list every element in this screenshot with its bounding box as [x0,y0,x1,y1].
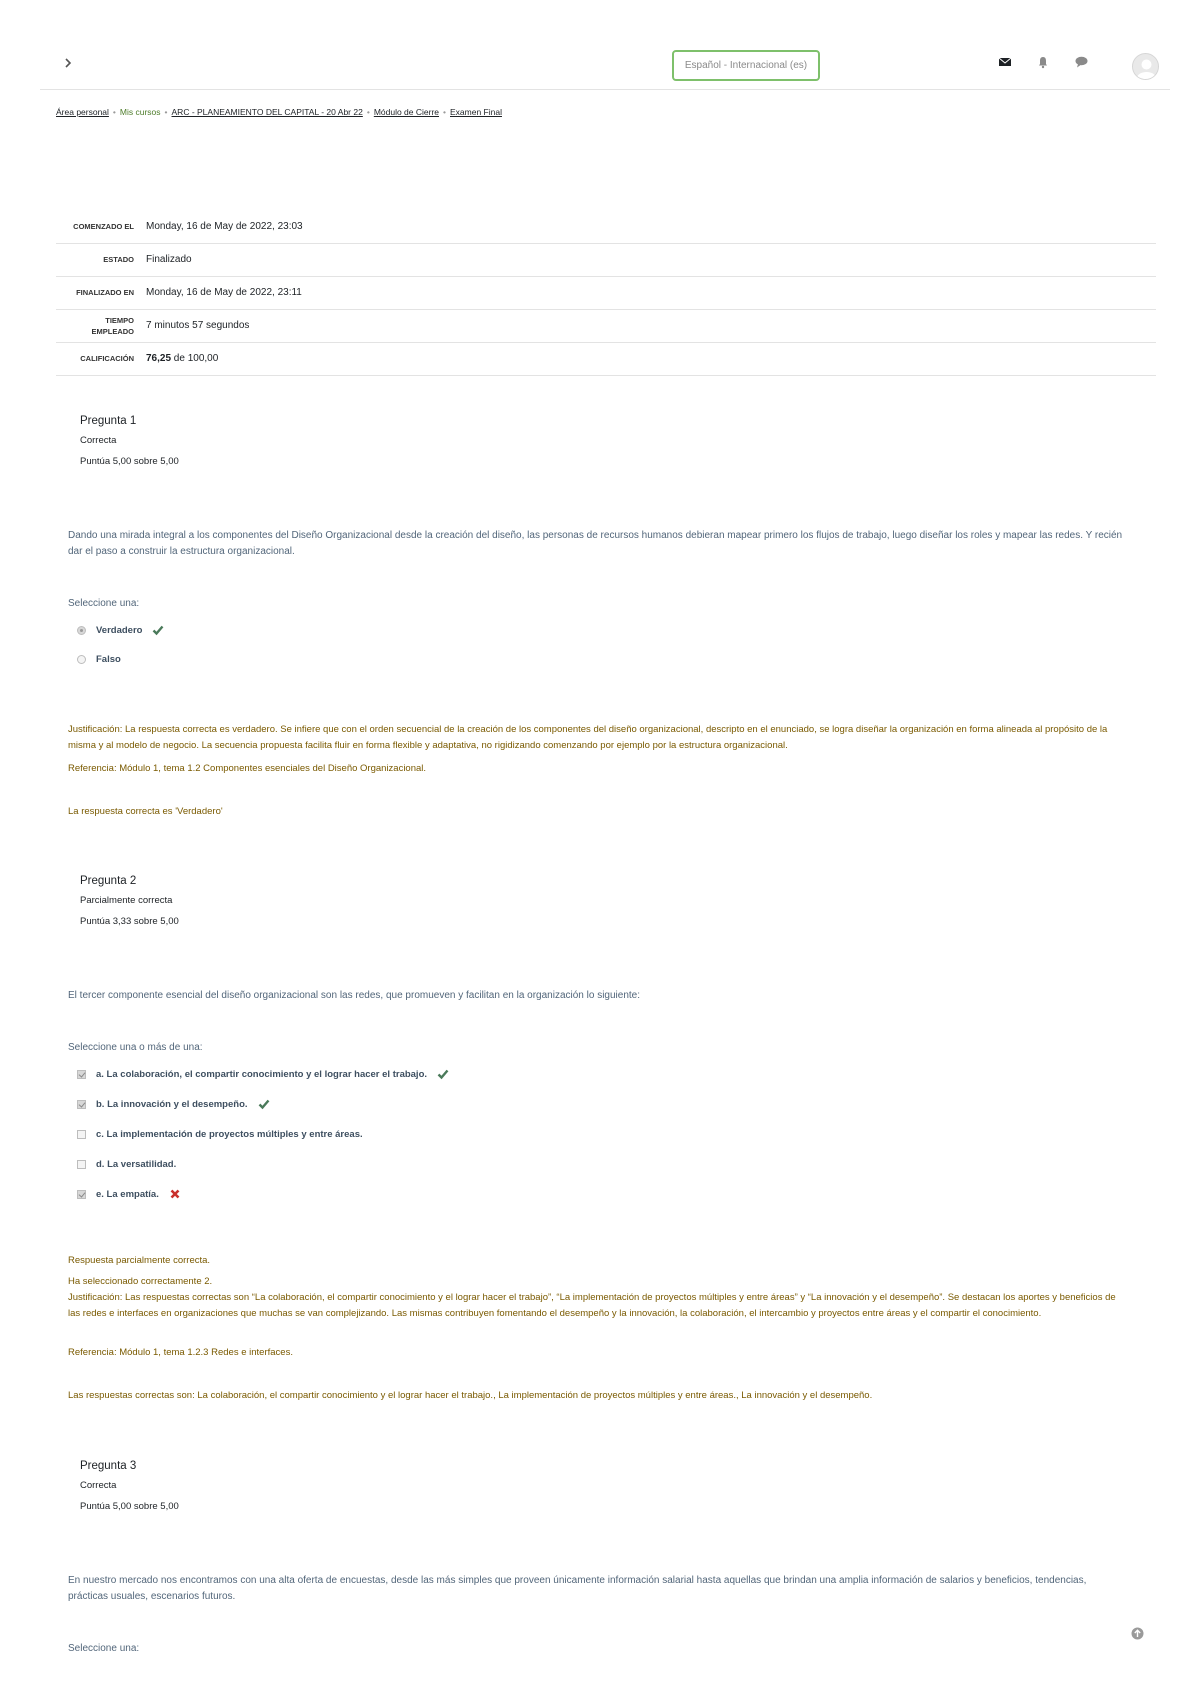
breadcrumb-mis-cursos[interactable]: Mis cursos [119,107,161,117]
answer-option[interactable] [77,1067,449,1081]
radio-button[interactable] [77,626,86,635]
answer-label: Verdadero [96,624,143,636]
specific-feedback: Respuesta parcialmente correcta. [68,1255,211,1266]
feedback-reference: Referencia: Módulo 1, tema 1.2.3 Redes e interfaces. [68,1347,293,1358]
arrow-up-circle-icon[interactable] [1131,1627,1144,1640]
summary-label: COMENZADO EL [73,221,134,231]
checkbox[interactable] [77,1160,86,1169]
general-feedback: Justificación: Las respuestas correctas son “La colaboración, el compartir conocimiento y el lograr hacer el trabajo”, “La implementación de proyectos múltiples y entre áreas” y “La innovación y el desempeño”. Se destacan los aportes y beneficios de las redes e interfaces en organizaciones que muchas se van complejizando. Las mismas contribuyen fomentando el desempeño y la innovación, la colaboración, el intercambio y proyectos entre áreas y el compartir el conocimiento. [68,1292,1116,1319]
question-title: Pregunta 2 [80,875,137,887]
question-grade: Puntúa 5,00 sobre 5,00 [80,456,179,467]
question-state: Correcta [80,1480,117,1491]
answer-label: d. La versatilidad. [96,1158,177,1170]
checkbox[interactable] [77,1100,86,1109]
summary-label: CALIFICACIÓN [80,354,134,363]
check-icon [152,624,164,636]
breadcrumb-course[interactable]: ARC - PLANEAMIENTO DEL CAPITAL - 20 Abr 22 [171,107,363,117]
question-state: Parcialmente correcta [80,895,173,906]
chat-bubble-icon[interactable] [1074,55,1090,71]
question-grade: Puntúa 5,00 sobre 5,00 [80,1501,179,1512]
question-title: Pregunta 1 [80,415,137,427]
summary-row-grade [56,342,1156,375]
summary-value: 7 minutos 57 segundos [146,320,250,331]
question-info [80,1460,179,1512]
general-feedback: Justificación: La respuesta correcta es verdadero. Se infiere que con el orden secuencial de la creación de los componentes del diseño organizacional, descripto en el enunciado, se logra diseñar la organización en forma alineada al propósito de la misma y al modelo de negocio. La secuencia propuesta facilita fluir en forma flexible y adaptativa, no rigidizando comenzando por ejemplo por la estructura organizacional. [68,724,1108,751]
summary-row-finished [56,276,1156,309]
envelope-icon[interactable] [998,55,1014,71]
summary-value: Monday, 16 de May de 2022, 23:03 [146,220,303,232]
summary-label-line: TIEMPO [105,315,134,325]
breadcrumb-area-personal[interactable]: Área personal [56,107,109,117]
answer-option[interactable] [77,1187,181,1201]
answer-option[interactable] [77,623,164,637]
attempt-summary-table [56,210,1156,376]
check-icon [437,1068,449,1080]
question-grade: Puntúa 3,33 sobre 5,00 [80,916,179,927]
question-text: En nuestro mercado nos encontramos con una alta oferta de encuestas, desde las más simples que proveen únicamente información salarial hasta aquellas que brindan una amplia información de salarios y beneficios, tendencias, prácticas usuales, escenarios futuros. [68,1575,1087,1602]
summary-value: Finalizado [146,254,192,265]
radio-button[interactable] [77,655,86,664]
answer-label: c. La implementación de proyectos múltiples y entre áreas. [96,1128,363,1140]
checkbox[interactable] [77,1130,86,1139]
answer-prompt: Seleccione una: [68,1643,140,1654]
check-icon [258,1098,270,1110]
right-answer: Las respuestas correctas son: La colaboración, el compartir conocimiento y el lograr hacer el trabajo., La implementación de proyectos múltiples y entre áreas., La innovación y el desempeño. [68,1390,873,1401]
summary-value: Monday, 16 de May de 2022, 23:11 [146,287,302,298]
checkbox[interactable] [77,1190,86,1199]
question-text: El tercer componente esencial del diseño organizacional son las redes, que promueven y facilitan en la organización lo siguiente: [68,990,641,1001]
feedback-reference: Referencia: Módulo 1, tema 1.2 Componentes esenciales del Diseño Organizacional. [68,763,427,774]
breadcrumb-exam[interactable]: Examen Final [450,107,502,117]
checkbox[interactable] [77,1070,86,1079]
answer-label: Falso [96,653,121,665]
answer-prompt: Seleccione una o más de una: [68,1042,203,1053]
summary-label: FINALIZADO EN [76,288,134,297]
num-correct-feedback: Ha seleccionado correctamente 2. [68,1276,213,1287]
summary-label [56,309,146,342]
summary-row-state [56,243,1156,276]
user-avatar[interactable] [1132,53,1159,80]
question-info [80,875,179,927]
breadcrumb-separator: • [164,107,168,117]
chevron-right-icon[interactable] [60,56,76,72]
summary-row-time-taken [56,309,1156,342]
answer-prompt: Seleccione una: [68,598,140,609]
answer-option[interactable] [77,652,121,666]
top-navbar [40,38,1170,90]
cross-icon [169,1188,181,1200]
answer-label: e. La empatía. [96,1188,159,1200]
breadcrumb-separator: • [112,107,116,117]
summary-row-started [56,210,1156,243]
question-state: Correcta [80,435,117,446]
answer-label: a. La colaboración, el compartir conocimiento y el lograr hacer el trabajo. [96,1068,428,1080]
answer-label: b. La innovación y el desempeño. [96,1098,248,1110]
grade-suffix: de 100,00 [171,353,219,364]
answer-option[interactable] [77,1097,270,1111]
breadcrumb-separator: • [443,107,446,117]
answer-option[interactable] [77,1157,176,1171]
summary-value [146,342,1156,375]
breadcrumb-separator: • [366,107,370,117]
question-info [80,415,179,467]
breadcrumb-module[interactable]: Módulo de Cierre [373,107,440,117]
grade-score: 76,25 [146,353,172,364]
bell-icon[interactable] [1036,55,1052,71]
question-title: Pregunta 3 [80,1460,137,1472]
breadcrumb [56,107,502,117]
answer-option[interactable] [77,1127,363,1141]
summary-label-line: EMPLEADO [91,326,134,336]
summary-label: ESTADO [103,255,134,264]
language-menu-button[interactable]: Español - Internacional (es) [672,50,820,81]
question-text: Dando una mirada integral a los componentes del Diseño Organizacional desde la creación del diseño, las personas de recursos humanos debieran mapear primero los flujos de trabajo, luego diseñar los roles y mapear las redes. Y recién dar el paso a construir la estructura organizacional. [68,530,1123,557]
right-answer: La respuesta correcta es 'Verdadero' [68,806,223,817]
